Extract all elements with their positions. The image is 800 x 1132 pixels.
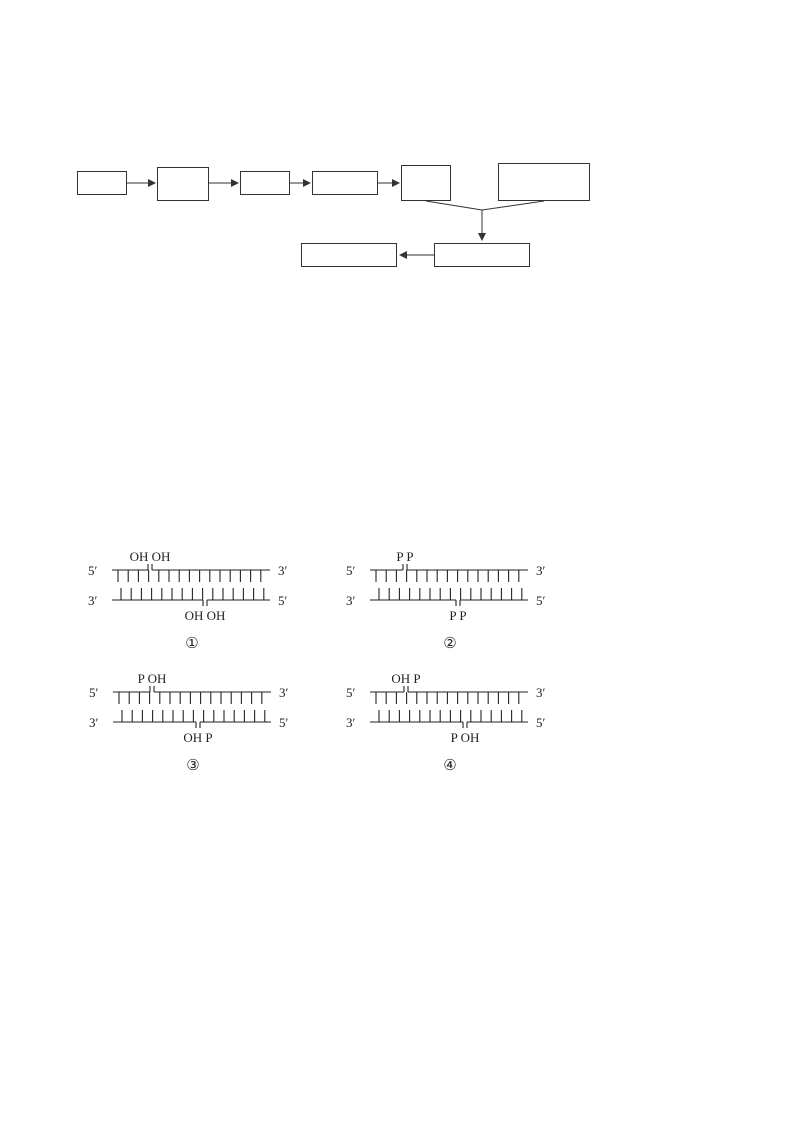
dna-4-label-3prime-top: 3′ — [536, 685, 546, 700]
dna-3-label-5prime-top: 5′ — [89, 685, 99, 700]
dna-1-number: ① — [185, 636, 199, 652]
flowchart-arrows — [0, 0, 800, 300]
dna-1-bottom-end-label: OH OH — [184, 608, 226, 623]
answer-line4 — [75, 886, 111, 906]
dna-3-bottom-end-label: OH P — [183, 730, 213, 745]
answer-line3 — [75, 854, 139, 874]
dna-1-top-end-label: OH OH — [129, 549, 171, 564]
dna-2-label-5prime-top: 5′ — [346, 563, 356, 578]
arrow-5b — [482, 201, 544, 210]
dna-1-label-5prime-bottom: 5′ — [278, 593, 288, 608]
dna-2-top-end-label: P P — [396, 549, 414, 564]
dna-4-top-end-label: OH P — [391, 671, 421, 686]
dna-2-label-5prime-bottom: 5′ — [536, 593, 546, 608]
dna-3-label-5prime-bottom: 5′ — [279, 715, 289, 730]
arrow-5a — [426, 201, 482, 210]
dna-2-label-3prime-top: 3′ — [536, 563, 546, 578]
dna-1-label-3prime-bottom: 3′ — [88, 593, 98, 608]
answer-line1 — [75, 790, 111, 810]
dna-3-top-end-label: P OH — [137, 671, 167, 686]
dna-4-number: ④ — [443, 758, 457, 774]
dna-4-label-5prime-top: 5′ — [346, 685, 356, 700]
dna-4-bottom-end-label: P OH — [450, 730, 480, 745]
dna-diagrams — [0, 540, 800, 780]
dna-2-bottom-end-label: P P — [449, 608, 467, 623]
dna-3-label-3prime-top: 3′ — [279, 685, 289, 700]
dna-1-label-5prime-top: 5′ — [88, 563, 98, 578]
dna-1-label-3prime-top: 3′ — [278, 563, 288, 578]
dna-3-label-3prime-bottom: 3′ — [89, 715, 99, 730]
dna-3-number: ③ — [186, 758, 200, 774]
dna-4-label-5prime-bottom: 5′ — [536, 715, 546, 730]
dna-2-label-3prime-bottom: 3′ — [346, 593, 356, 608]
dna-2-number: ② — [443, 636, 457, 652]
dna-4-label-3prime-bottom: 3′ — [346, 715, 356, 730]
